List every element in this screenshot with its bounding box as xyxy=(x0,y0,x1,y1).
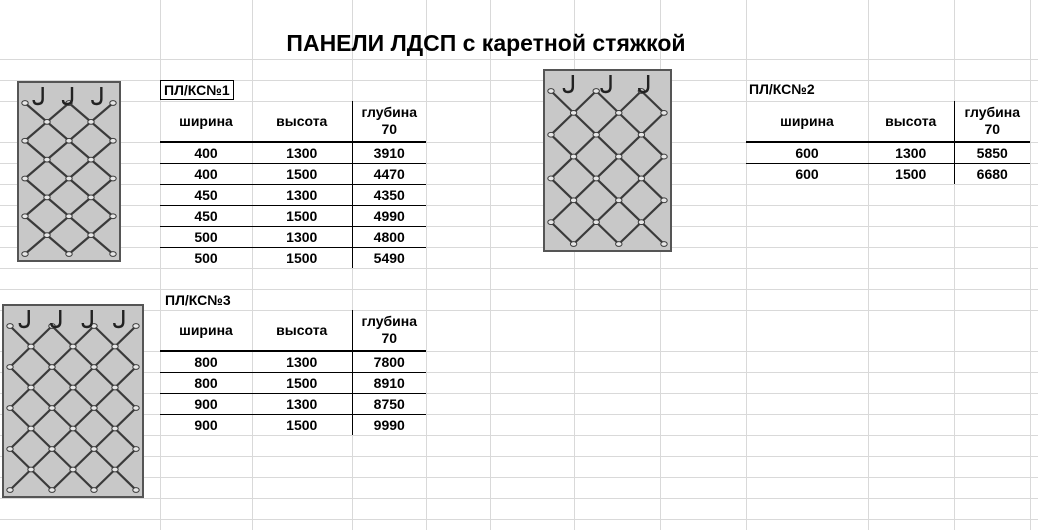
cell-width: 900 xyxy=(160,394,252,415)
table-row xyxy=(160,227,426,248)
cell-width: 400 xyxy=(160,164,252,185)
panel-image-1 xyxy=(17,81,121,262)
table-header-row xyxy=(746,101,1030,142)
spec-table-2 xyxy=(746,101,1030,184)
spec-table-1 xyxy=(160,101,426,268)
cell-price: 4350 xyxy=(352,185,426,206)
table-row xyxy=(160,351,426,373)
lattice-panel-1 xyxy=(17,81,121,262)
header-width: ширина xyxy=(746,101,868,142)
header-height: высота xyxy=(252,310,352,351)
cell-height: 1300 xyxy=(252,394,352,415)
lattice-panel-2 xyxy=(543,69,672,252)
lattice-panel-3 xyxy=(2,304,144,498)
cell-price: 3910 xyxy=(352,142,426,164)
header-width: ширина xyxy=(160,101,252,142)
panel-image-2 xyxy=(543,69,672,252)
cell-price: 8910 xyxy=(352,373,426,394)
cell-width: 500 xyxy=(194,250,218,266)
cell-width: 500 xyxy=(160,227,252,248)
cell-price: 5490 xyxy=(352,248,426,269)
header-depth: глубина 70 xyxy=(352,310,426,351)
table-row xyxy=(160,415,426,436)
header-width: ширина xyxy=(160,310,252,351)
cell-height: 1300 xyxy=(252,185,352,206)
cell-width: 800 xyxy=(160,351,252,373)
table-row xyxy=(160,164,426,185)
cell-width: 450 xyxy=(160,206,252,227)
table-row xyxy=(160,248,426,269)
cell-price: 6680 xyxy=(954,164,1030,185)
cell-height: 1500 xyxy=(895,166,927,182)
table-row xyxy=(746,164,1030,185)
table-row xyxy=(160,394,426,415)
header-height: высота xyxy=(252,101,352,142)
header-depth: глубина 70 xyxy=(954,101,1030,142)
table-header-row xyxy=(160,310,426,351)
cell-width: 800 xyxy=(160,373,252,394)
cell-width: 600 xyxy=(795,166,819,182)
panel-caption-3: ПЛ/КС№3 xyxy=(165,292,231,308)
cell-height: 1500 xyxy=(252,206,352,227)
panel-caption-1: ПЛ/КС№1 xyxy=(160,80,234,100)
cell-price: 8750 xyxy=(352,394,426,415)
cell-price: 9990 xyxy=(352,415,426,436)
page-title: ПАНЕЛИ ЛДСП с каретной стяжкой xyxy=(286,30,686,56)
panel-board xyxy=(544,70,671,251)
cell-height: 1500 xyxy=(286,417,318,433)
table-row xyxy=(160,142,426,164)
cell-height: 1300 xyxy=(252,142,352,164)
cell-price: 7800 xyxy=(352,351,426,373)
table-row xyxy=(160,206,426,227)
cell-width: 900 xyxy=(194,417,218,433)
cell-height: 1500 xyxy=(286,250,318,266)
cell-height: 1500 xyxy=(252,164,352,185)
cell-width: 400 xyxy=(160,142,252,164)
cell-price: 4800 xyxy=(352,227,426,248)
header-height: высота xyxy=(868,101,954,142)
cell-price: 5850 xyxy=(954,142,1030,164)
panel-image-3 xyxy=(2,304,144,498)
table-row xyxy=(160,373,426,394)
cell-height: 1500 xyxy=(252,373,352,394)
cell-height: 1300 xyxy=(868,142,954,164)
table-row xyxy=(746,142,1030,164)
table-row xyxy=(160,185,426,206)
spec-table-3 xyxy=(160,310,426,435)
cell-price: 4990 xyxy=(352,206,426,227)
cell-width: 600 xyxy=(746,142,868,164)
cell-height: 1300 xyxy=(252,351,352,373)
header-depth: глубина 70 xyxy=(352,101,426,142)
table-header-row xyxy=(160,101,426,142)
cell-width: 450 xyxy=(160,185,252,206)
cell-height: 1300 xyxy=(252,227,352,248)
panel-caption-2: ПЛ/КС№2 xyxy=(749,81,815,97)
cell-price: 4470 xyxy=(352,164,426,185)
